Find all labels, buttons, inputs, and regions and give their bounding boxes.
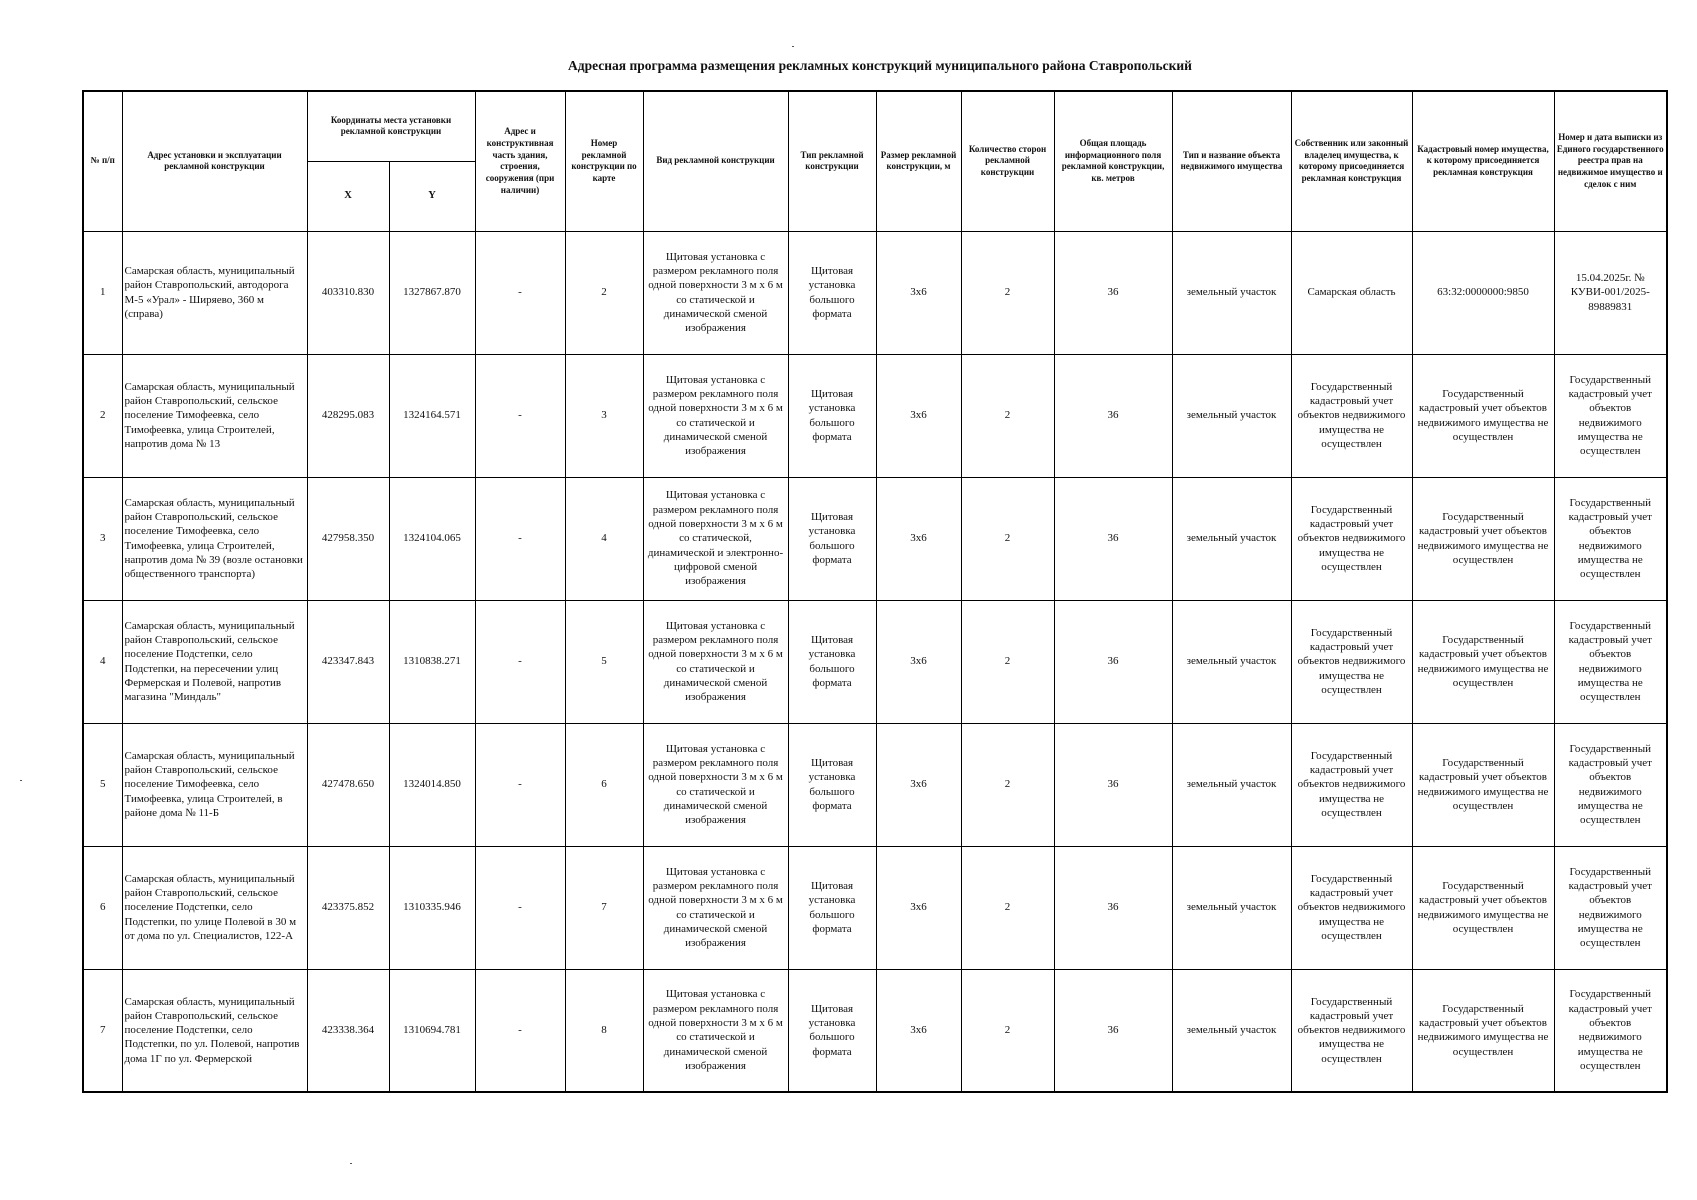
cell-property: земельный участок xyxy=(1172,600,1291,723)
cell-building: - xyxy=(475,969,565,1092)
cell-egrn: Государственный кадастровый учет объектов недвижимого имущества не осуществлен xyxy=(1554,600,1667,723)
cell-address: Самарская область, муниципальный район Ставропольский, сельское поселение Тимофеевка, село Тимофеевка, улица Строителей, напротив дома № 39 (возле остановки общественного транспорта) xyxy=(122,477,307,600)
cell-owner: Государственный кадастровый учет объектов недвижимого имущества не осуществлен xyxy=(1291,969,1412,1092)
cell-area: 36 xyxy=(1054,846,1172,969)
cell-owner: Государственный кадастровый учет объектов недвижимого имущества не осуществлен xyxy=(1291,477,1412,600)
header-property: Тип и название объекта недвижимого имущества xyxy=(1172,91,1291,231)
table-row xyxy=(83,354,1667,477)
cell-x: 403310.830 xyxy=(307,231,389,354)
cell-property: земельный участок xyxy=(1172,723,1291,846)
cell-egrn: Государственный кадастровый учет объектов недвижимого имущества не осуществлен xyxy=(1554,846,1667,969)
cell-y: 1310838.271 xyxy=(389,600,475,723)
cell-egrn: Государственный кадастровый учет объектов недвижимого имущества не осуществлен xyxy=(1554,354,1667,477)
cell-building: - xyxy=(475,477,565,600)
cell-property: земельный участок xyxy=(1172,231,1291,354)
header-egrn: Номер и дата выписки из Единого государственного реестра прав на недвижимое имущество и сделок с ним xyxy=(1554,91,1667,231)
cell-owner: Государственный кадастровый учет объектов недвижимого имущества не осуществлен xyxy=(1291,600,1412,723)
cell-area: 36 xyxy=(1054,600,1172,723)
cell-area: 36 xyxy=(1054,354,1172,477)
cell-y: 1310694.781 xyxy=(389,969,475,1092)
cell-x: 423338.364 xyxy=(307,969,389,1092)
cell-sides: 2 xyxy=(961,477,1054,600)
header-y: Y xyxy=(389,161,475,231)
cell-num: 1 xyxy=(83,231,122,354)
cell-kind: Щитовая установка с размером рекламного поля одной поверхности 3 м х 6 м со статической и динамической сменой изображения xyxy=(643,354,788,477)
cell-property: земельный участок xyxy=(1172,846,1291,969)
cell-address: Самарская область, муниципальный район Ставропольский, автодорога М-5 «Урал» - Ширяево, 360 м (справа) xyxy=(122,231,307,354)
header-row-1 xyxy=(83,91,1667,161)
header-owner: Собственник или законный владелец имущества, к которому присоединяется рекламная конструкция xyxy=(1291,91,1412,231)
cell-area: 36 xyxy=(1054,477,1172,600)
cell-type: Щитовая установка большого формата xyxy=(788,231,876,354)
header-cadastral: Кадастровый номер имущества, к которому присоединяется рекламная конструкция xyxy=(1412,91,1554,231)
cell-owner: Государственный кадастровый учет объектов недвижимого имущества не осуществлен xyxy=(1291,846,1412,969)
cell-building: - xyxy=(475,231,565,354)
header-kind: Вид рекламной конструкции xyxy=(643,91,788,231)
cell-map-number: 6 xyxy=(565,723,643,846)
cell-address: Самарская область, муниципальный район Ставропольский, сельское поселение Тимофеевка, село Тимофеевка, улица Строителей, в районе дома № 11-Б xyxy=(122,723,307,846)
cell-size: 3х6 xyxy=(876,969,961,1092)
cell-owner: Самарская область xyxy=(1291,231,1412,354)
header-size: Размер рекламной конструкции, м xyxy=(876,91,961,231)
table-row xyxy=(83,477,1667,600)
cell-map-number: 8 xyxy=(565,969,643,1092)
cell-property: земельный участок xyxy=(1172,354,1291,477)
table-row xyxy=(83,600,1667,723)
cell-size: 3х6 xyxy=(876,231,961,354)
cell-map-number: 2 xyxy=(565,231,643,354)
cell-type: Щитовая установка большого формата xyxy=(788,846,876,969)
cell-num: 4 xyxy=(83,600,122,723)
cell-y: 1310335.946 xyxy=(389,846,475,969)
cell-kind: Щитовая установка с размером рекламного поля одной поверхности 3 м х 6 м со статической и динамической сменой изображения xyxy=(643,846,788,969)
cell-x: 428295.083 xyxy=(307,354,389,477)
cell-sides: 2 xyxy=(961,354,1054,477)
cell-address: Самарская область, муниципальный район Ставропольский, сельское поселение Подстепки, село Подстепки, по ул. Полевой, напротив дома 1Г по ул. Фермерской xyxy=(122,969,307,1092)
cell-address: Самарская область, муниципальный район Ставропольский, сельское поселение Тимофеевка, село Тимофеевка, улица Строителей, напротив дома № 13 xyxy=(122,354,307,477)
header-x: X xyxy=(307,161,389,231)
cell-egrn: Государственный кадастровый учет объектов недвижимого имущества не осуществлен xyxy=(1554,969,1667,1092)
cell-sides: 2 xyxy=(961,231,1054,354)
cell-size: 3х6 xyxy=(876,723,961,846)
header-building: Адрес и конструктивная часть здания, строения, сооружения (при наличии) xyxy=(475,91,565,231)
cell-x: 427958.350 xyxy=(307,477,389,600)
table-row xyxy=(83,231,1667,354)
scan-speck xyxy=(20,780,22,781)
header-type: Тип рекламной конструкции xyxy=(788,91,876,231)
header-num: № п/п xyxy=(83,91,122,231)
cell-num: 6 xyxy=(83,846,122,969)
cell-x: 427478.650 xyxy=(307,723,389,846)
cell-cadastral: Государственный кадастровый учет объектов недвижимого имущества не осуществлен xyxy=(1412,477,1554,600)
cell-address: Самарская область, муниципальный район Ставропольский, сельское поселение Подстепки, село Подстепки, по улице Полевой в 30 м от дома по ул. Специалистов, 122-А xyxy=(122,846,307,969)
document-title: Адресная программа размещения рекламных конструкций муниципального района Ставропольский xyxy=(568,58,1192,73)
cell-egrn: 15.04.2025г. № КУВИ-001/2025-89889831 xyxy=(1554,231,1667,354)
cell-building: - xyxy=(475,723,565,846)
header-address: Адрес установки и эксплуатации рекламной конструкции xyxy=(122,91,307,231)
table-row xyxy=(83,969,1667,1092)
cell-num: 2 xyxy=(83,354,122,477)
cell-sides: 2 xyxy=(961,600,1054,723)
cell-owner: Государственный кадастровый учет объектов недвижимого имущества не осуществлен xyxy=(1291,354,1412,477)
cell-cadastral: Государственный кадастровый учет объектов недвижимого имущества не осуществлен xyxy=(1412,600,1554,723)
cell-map-number: 5 xyxy=(565,600,643,723)
cell-size: 3х6 xyxy=(876,477,961,600)
cell-cadastral: Государственный кадастровый учет объектов недвижимого имущества не осуществлен xyxy=(1412,846,1554,969)
cell-type: Щитовая установка большого формата xyxy=(788,354,876,477)
cell-cadastral: 63:32:0000000:9850 xyxy=(1412,231,1554,354)
cell-map-number: 3 xyxy=(565,354,643,477)
advertising-registry-table xyxy=(82,90,1668,1093)
cell-y: 1327867.870 xyxy=(389,231,475,354)
cell-type: Щитовая установка большого формата xyxy=(788,477,876,600)
cell-y: 1324104.065 xyxy=(389,477,475,600)
cell-cadastral: Государственный кадастровый учет объектов недвижимого имущества не осуществлен xyxy=(1412,969,1554,1092)
header-area: Общая площадь информационного поля рекламной конструкции, кв. метров xyxy=(1054,91,1172,231)
cell-egrn: Государственный кадастровый учет объектов недвижимого имущества не осуществлен xyxy=(1554,477,1667,600)
header-sides: Количество сторон рекламной конструкции xyxy=(961,91,1054,231)
cell-sides: 2 xyxy=(961,846,1054,969)
cell-kind: Щитовая установка с размером рекламного поля одной поверхности 3 м х 6 м со статической и динамической сменой изображения xyxy=(643,231,788,354)
cell-building: - xyxy=(475,600,565,723)
table-row xyxy=(83,846,1667,969)
cell-building: - xyxy=(475,846,565,969)
cell-size: 3х6 xyxy=(876,846,961,969)
cell-property: земельный участок xyxy=(1172,969,1291,1092)
cell-owner: Государственный кадастровый учет объектов недвижимого имущества не осуществлен xyxy=(1291,723,1412,846)
cell-kind: Щитовая установка с размером рекламного поля одной поверхности 3 м х 6 м со статической и динамической сменой изображения xyxy=(643,600,788,723)
header-coords: Координаты места установки рекламной конструкции xyxy=(307,91,475,161)
scan-speck xyxy=(350,1163,352,1164)
cell-size: 3х6 xyxy=(876,354,961,477)
cell-sides: 2 xyxy=(961,969,1054,1092)
cell-area: 36 xyxy=(1054,231,1172,354)
cell-num: 5 xyxy=(83,723,122,846)
cell-sides: 2 xyxy=(961,723,1054,846)
cell-cadastral: Государственный кадастровый учет объектов недвижимого имущества не осуществлен xyxy=(1412,723,1554,846)
cell-num: 3 xyxy=(83,477,122,600)
cell-y: 1324164.571 xyxy=(389,354,475,477)
cell-building: - xyxy=(475,354,565,477)
cell-address: Самарская область, муниципальный район Ставропольский, сельское поселение Подстепки, село Подстепки, на пересечении улиц Фермерская и Полевой, напротив магазина "Миндаль" xyxy=(122,600,307,723)
cell-type: Щитовая установка большого формата xyxy=(788,600,876,723)
cell-size: 3х6 xyxy=(876,600,961,723)
cell-area: 36 xyxy=(1054,723,1172,846)
cell-kind: Щитовая установка с размером рекламного поля одной поверхности 3 м х 6 м со статической и динамической сменой изображения xyxy=(643,969,788,1092)
cell-map-number: 7 xyxy=(565,846,643,969)
cell-map-number: 4 xyxy=(565,477,643,600)
cell-num: 7 xyxy=(83,969,122,1092)
cell-kind: Щитовая установка с размером рекламного поля одной поверхности 3 м х 6 м со статической и динамической сменой изображения xyxy=(643,723,788,846)
cell-egrn: Государственный кадастровый учет объектов недвижимого имущества не осуществлен xyxy=(1554,723,1667,846)
cell-x: 423347.843 xyxy=(307,600,389,723)
table-row xyxy=(83,723,1667,846)
cell-property: земельный участок xyxy=(1172,477,1291,600)
scan-speck xyxy=(792,46,794,47)
cell-area: 36 xyxy=(1054,969,1172,1092)
cell-cadastral: Государственный кадастровый учет объектов недвижимого имущества не осуществлен xyxy=(1412,354,1554,477)
cell-y: 1324014.850 xyxy=(389,723,475,846)
cell-type: Щитовая установка большого формата xyxy=(788,723,876,846)
cell-x: 423375.852 xyxy=(307,846,389,969)
header-map-number: Номер рекламной конструкции по карте xyxy=(565,91,643,231)
cell-type: Щитовая установка большого формата xyxy=(788,969,876,1092)
cell-kind: Щитовая установка с размером рекламного поля одной поверхности 3 м х 6 м со статической, динамической и электронно-цифровой сменой изображения xyxy=(643,477,788,600)
